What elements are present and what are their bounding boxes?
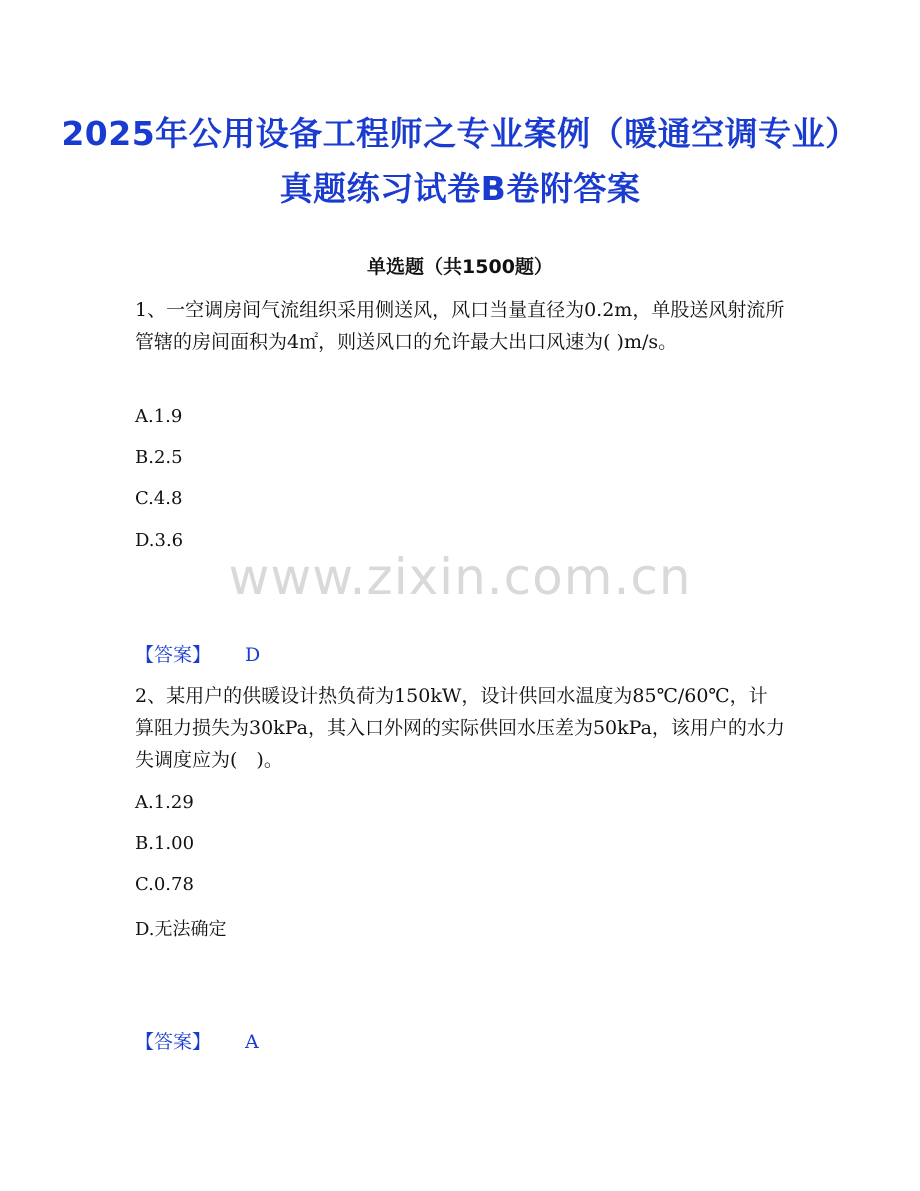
answer-value: D [245,644,261,666]
question-1-text: 1、一空调房间气流组织采用侧送风，风口当量直径为0.2m，单股送风射流所管辖的房间面积为4㎡，则送风口的允许最大出口风速为( )m/s。 [135,299,785,353]
question-1-option-c: C.4.8 [135,488,183,509]
question-2-text: 2、某用户的供暖设计热负荷为150kW，设计供回水温度为85℃/60℃，计算阻力损失为30kPa，其入口外网的实际供回水压差为50kPa，该用户的水力失调度应为( )。 [135,685,785,771]
watermark: www.zixin.com.cn [228,548,692,606]
answer-value: A [245,1031,259,1053]
answer-label: 【答案】 [135,644,212,666]
section-heading: 单选题（共1500题） [367,256,553,278]
question-2-option-d: D.无法确定 [135,919,227,940]
question-1-option-b: B.2.5 [135,447,183,468]
question-1-option-d: D.3.6 [135,530,184,551]
answer-label: 【答案】 [135,1031,212,1053]
document-title: 2025年公用设备工程师之专业案例（暖通空调专业）真题练习试卷B卷附答案 [61,114,859,208]
question-2-option-a: A.1.29 [135,792,194,813]
question-2-option-b: B.1.00 [135,833,195,854]
question-2-option-c: C.0.78 [135,874,194,895]
question-1-answer [135,640,260,667]
question-2-answer [135,1027,259,1054]
question-1-option-a: A.1.9 [135,406,183,427]
